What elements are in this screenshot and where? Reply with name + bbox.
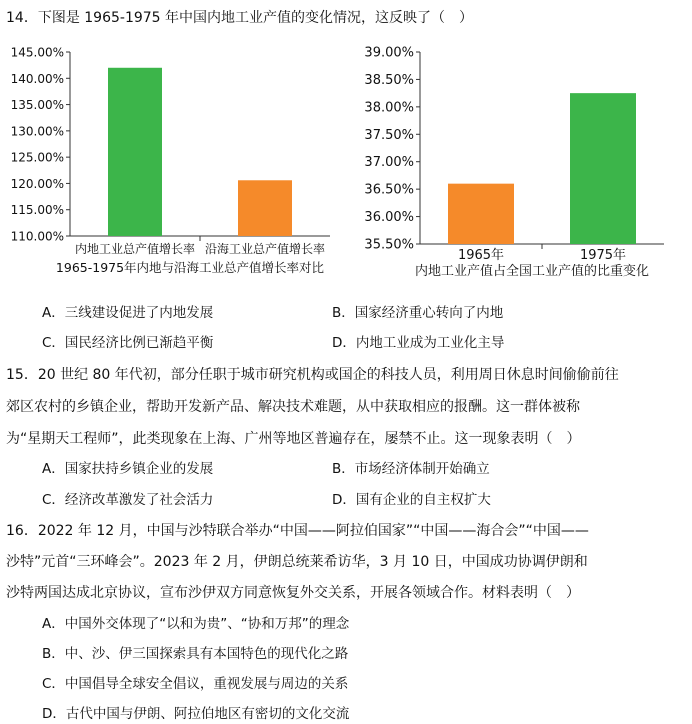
q15-line-3: 为“星期天工程师”，此类现象在上海、广州等地区普遍存在，屡禁不止。这一现象表明（ ） [6,431,581,447]
y-tick-label: 36.50% [364,182,414,198]
bar [448,184,514,244]
q14-stem: 14．下图是 1965-1975 年中国内地工业产值的变化情况，这反映了（ ） [6,10,474,26]
chart-title: 内地工业产值占全国工业产值的比重变化 [414,264,650,279]
y-tick-label: 140.00% [10,71,64,86]
y-tick-label: 36.00% [364,210,414,226]
q15-line-2: 郊区农村的乡镇企业，帮助开发新产品、解决技术难题，从中获取相应的报酬。这一群体被称 [6,399,580,415]
x-tick-label: 1965年 [457,248,505,263]
q16-line-3: 沙特两国达成北京协议，宣布沙伊双方同意恢复外交关系，开展各领域合作。材料表明（ ） [6,585,580,601]
chart-right [352,42,672,280]
x-tick-label: 沿海工业总产值增长率 [204,242,326,256]
q16-option-a[interactable]: A．中国外交体现了“以和为贵”、“协和万邦”的理念 [42,616,350,632]
q16-line-1: 16．2022 年 12 月，中国与沙特联合举办“中国——阿拉伯国家”“中国——海合会”“中国—— [6,523,589,539]
y-tick-label: 145.00% [10,45,64,60]
q15-option-a[interactable]: A．国家扶持乡镇企业的发展 [42,461,214,477]
q14-option-a[interactable]: A．三线建设促进了内地发展 [42,305,214,321]
x-tick-label: 内地工业总产值增长率 [74,242,196,256]
q16-option-d[interactable]: D．古代中国与伊朗、阿拉伯地区有密切的文化交流 [42,706,350,722]
chart-left [0,42,340,280]
y-tick-label: 39.00% [364,45,414,61]
q15-line-1: 15．20 世纪 80 年代初，部分任职于城市研究机构或国企的科技人员，利用周日休息时间偷偷前往 [6,367,619,383]
y-tick-label: 37.50% [364,127,414,143]
chart-title: 1965-1975年内地与沿海工业总产值增长率对比 [55,260,325,275]
y-tick-label: 135.00% [10,98,64,113]
q16-option-b[interactable]: B．中、沙、伊三国探索具有本国特色的现代化之路 [42,646,349,662]
q15-option-d[interactable]: D．国有企业的自主权扩大 [332,492,491,508]
y-tick-label: 125.00% [10,150,64,165]
q14-option-b[interactable]: B．国家经济重心转向了内地 [332,305,504,321]
q16-line-2: 沙特”元首“三环峰会”。2023 年 2 月，伊朗总统莱希访华，3 月 10 日，中国成功协调伊朗和 [6,554,588,570]
bar [108,68,162,236]
q15-option-c[interactable]: C．经济改革激发了社会活力 [42,492,214,508]
q14-option-c[interactable]: C．国民经济比例已渐趋平衡 [42,335,214,351]
q14-option-d[interactable]: D．内地工业成为工业化主导 [332,335,505,351]
bar [570,93,636,244]
y-tick-label: 37.00% [364,155,414,171]
bar [238,180,292,236]
y-tick-label: 38.00% [364,100,414,116]
y-tick-label: 38.50% [364,72,414,88]
y-tick-label: 110.00% [10,229,64,244]
y-tick-label: 120.00% [10,176,64,191]
q15-option-b[interactable]: B．市场经济体制开始确立 [332,461,490,477]
y-tick-label: 35.50% [364,237,414,253]
y-tick-label: 130.00% [10,124,64,139]
x-tick-label: 1975年 [579,248,627,263]
y-tick-label: 115.00% [10,203,64,218]
q16-option-c[interactable]: C．中国倡导全球安全倡议，重视发展与周边的关系 [42,676,349,692]
